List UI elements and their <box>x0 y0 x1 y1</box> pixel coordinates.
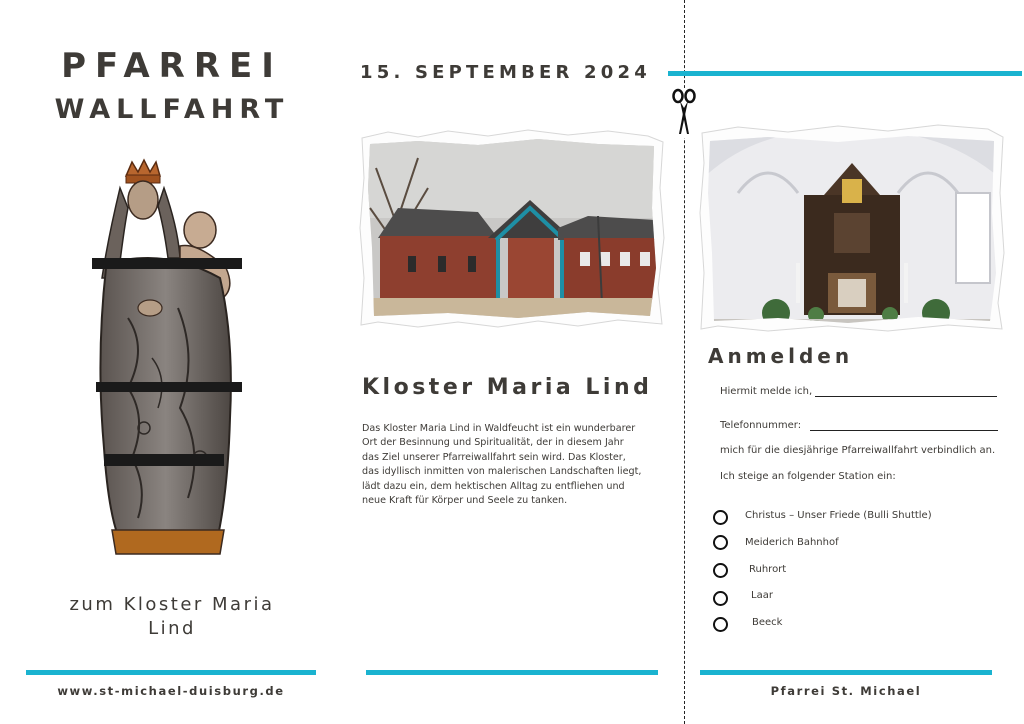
station-option: Laar <box>751 590 773 601</box>
subtitle-line1: zum Kloster Maria <box>69 594 275 615</box>
title-wallfahrt: WALLFAHRT <box>54 94 290 125</box>
accent-bar-middle <box>366 670 658 675</box>
accent-bar-left <box>26 670 316 675</box>
anmelden-heading: Anmelden <box>708 344 854 368</box>
radio-circle-icon[interactable] <box>713 535 728 550</box>
paragraph-line: lädt dazu ein, dem hektischen Alltag zu entfliehen und <box>362 480 625 492</box>
altar-interior-photo <box>698 123 1006 333</box>
paragraph-line: das Ziel unserer Pfarreiwallfahrt sein wird. Das Kloster, <box>362 451 626 463</box>
station-option: Christus – Unser Friede (Bulli Shuttle) <box>745 510 932 521</box>
event-date: 15. SEPTEMBER 2024 <box>360 62 651 83</box>
title-pfarrei: PFARREI <box>61 46 283 86</box>
subtitle <box>40 593 304 641</box>
name-label: Hiermit melde ich, <box>720 386 813 397</box>
radio-circle-icon[interactable] <box>713 617 728 632</box>
phone-line <box>720 419 998 431</box>
accent-bar-top <box>668 71 1022 76</box>
madonna-statue-image <box>88 158 248 558</box>
station-prompt: Ich steige an folgender Station ein: <box>720 471 896 482</box>
accent-bar-right <box>700 670 992 675</box>
station-option: Beeck <box>752 617 783 628</box>
radio-circle-icon[interactable] <box>713 591 728 606</box>
radio-circle-icon[interactable] <box>713 563 728 578</box>
paragraph-line: das idyllisch inmitten von malerischen Landschaften liegt, <box>362 466 642 478</box>
kloster-exterior-photo <box>358 128 666 330</box>
name-field[interactable] <box>815 385 997 397</box>
paragraph-line: Ort der Besinnung und Spiritualität, der in diesem Jahr <box>362 437 624 449</box>
phone-field[interactable] <box>810 419 998 431</box>
phone-label: Telefonnummer: <box>720 420 802 431</box>
paragraph-line: Das Kloster Maria Lind in Waldfeucht ist ein wunderbarer <box>362 423 636 434</box>
paragraph-line: neue Kraft für Körper und Seele zu tanken. <box>362 495 568 507</box>
website-url[interactable]: www.st-michael-duisburg.de <box>57 684 285 698</box>
radio-circle-icon[interactable] <box>713 510 728 525</box>
description-paragraph <box>362 422 666 508</box>
parish-footer: Pfarrei St. Michael <box>770 684 922 698</box>
commit-text: mich für die diesjährige Pfarreiwallfahrt verbindlich an. <box>720 445 996 456</box>
kloster-heading: Kloster Maria Lind <box>362 375 653 400</box>
scissors-icon <box>672 88 696 138</box>
name-line <box>720 385 997 397</box>
station-option: Meiderich Bahnhof <box>745 537 839 548</box>
station-option: Ruhrort <box>749 564 787 575</box>
subtitle-line2: Lind <box>148 618 196 639</box>
